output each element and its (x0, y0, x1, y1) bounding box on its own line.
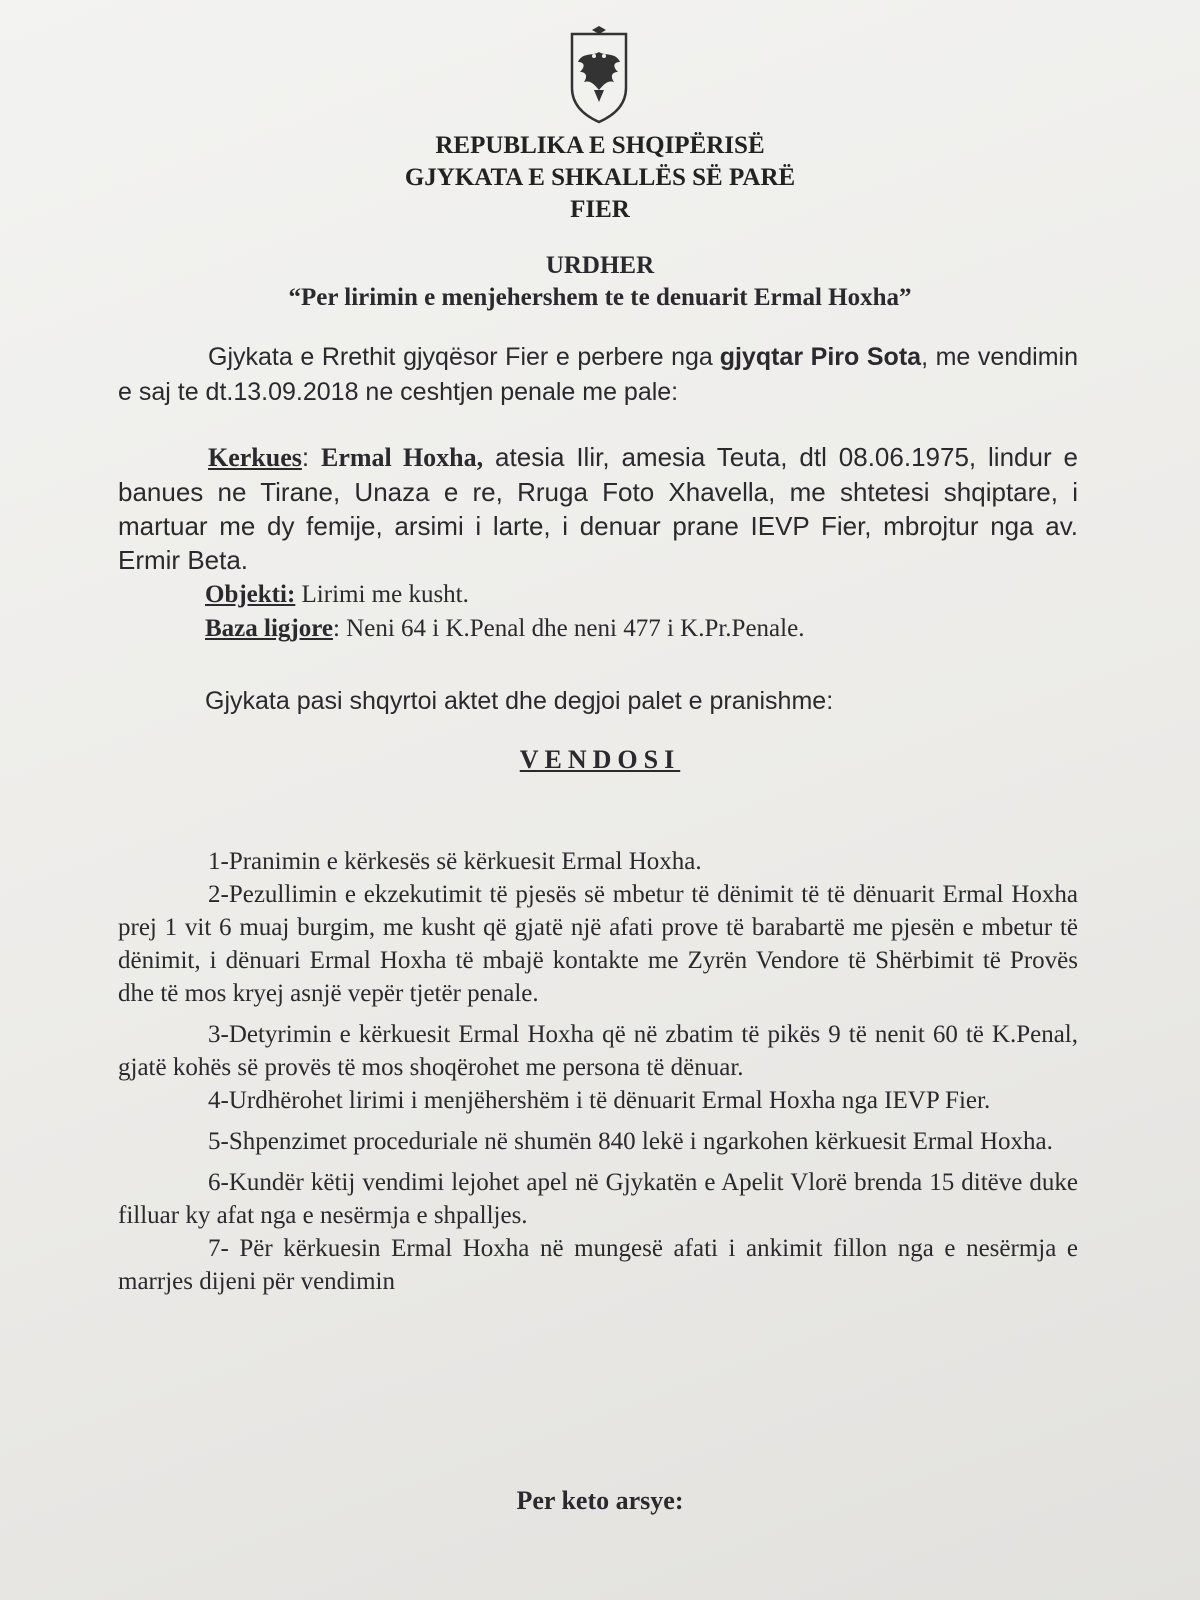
court-header (0, 130, 1200, 226)
kerkues-label: Kerkues (208, 443, 302, 472)
decision-item: 4-Urdhërohet lirimi i menjëhershëm i të dënuarit Ermal Hoxha nga IEVP Fier. (208, 1087, 991, 1114)
intro-paragraph (118, 340, 1078, 410)
decision-heading: VENDOSI (519, 745, 681, 774)
decision-item: 2-Pezullimin e ekzekutimit të pjesës së mbetur të dënimit të të dënuarit Ermal Hoxha prej 1 vit 6 muaj burgim, me kusht që gjatë një afati prove të barabartë me pjesën e mbetur të dënimit, i dënuari Ermal Hoxha të mbajë kontakte me Zyrën Vendore të Shërbimit të Provës dhe të mos kryej asnjë vepër tjetër penale. (118, 881, 1078, 1007)
decision-item: 3-Detyrimin e kërkuesit Ermal Hoxha që në zbatim të pikës 9 të nenit 60 të K.Penal, gjatë kohës së provës të mos shoqërohet me persona të dënuar. (118, 1021, 1078, 1081)
objekti-line (205, 578, 1085, 612)
judge-name: gjyqtar Piro Sota (719, 343, 922, 371)
kerkues-details: atesia Ilir, amesia Teuta, dtl 08.06.1975, lindur e banues ne Tirane, Unaza e re, Rruga Foto Xhavella, me shtetesi shqiptare, i martuar me dy femije, arsimi i larte, i denuar prane IEVP Fier, mbrojtur nga av. Ermir Beta. (118, 442, 1078, 575)
albanian-coat-of-arms-emblem (566, 26, 632, 126)
decision-item: 6-Kundër këtij vendimi lejohet apel në Gjykatën e Apelit Vlorë brenda 15 ditëve duke filluar ky afat nga e nesërmja e shpalljes. (118, 1169, 1078, 1229)
review-line (205, 684, 1085, 719)
decision-item: 5-Shpenzimet proceduriale në shumën 840 lekë i ngarkohen kërkuesit Ermal Hoxha. (208, 1128, 1053, 1155)
decision-item: 7- Për kërkuesin Ermal Hoxha në mungesë afati i ankimit fillon nga e nesërmja e marrjes dijeni për vendimin (118, 1235, 1078, 1295)
baza-label: Baza ligjore (205, 615, 333, 642)
intro-text: Gjykata e Rrethit gjyqësor Fier e perbere nga (208, 343, 713, 371)
closing-heading: Per keto arsye: (516, 1486, 684, 1515)
decision-list (118, 845, 1078, 1298)
objekti-text: Lirimi me kusht. (301, 581, 469, 608)
baza-text: : Neni 64 i K.Penal dhe neni 477 i K.Pr.Penale. (332, 615, 805, 642)
order-subtitle: “Per lirimin e menjehershem te te denuarit Ermal Hoxha” (288, 284, 912, 311)
intro-text-continued: , me vendimin e saj te dt.13.09.2018 ne ceshtjen penale me pale: (118, 343, 1078, 406)
decision-item: 1-Pranimin e kërkesës së kërkuesit Ermal Hoxha. (208, 848, 702, 875)
header-court: GJYKATA E SHKALLËS SË PARË (404, 164, 796, 191)
objekti-label: Objekti: (205, 581, 296, 608)
order-title: URDHER (545, 252, 655, 279)
order-title-block (0, 250, 1200, 314)
review-text: Gjykata pasi shqyrtoi aktet dhe degjoi palet e pranishme: (205, 687, 834, 715)
baza-line (205, 612, 1085, 646)
header-city: FIER (570, 196, 630, 223)
party-paragraph: Kerkues: Ermal Hoxha, atesia Ilir, amesia Teuta, dtl 08.06.1975, lindur e banues ne Tirane, Unaza e re, Rruga Foto Xhavella, me shtetesi shqiptare, i martuar me dy femije, arsimi i larte, i denuar prane IEVP Fier, mbrojtur nga av. Ermir Beta. (118, 442, 1078, 575)
header-republic: REPUBLIKA E SHQIPËRISË (435, 132, 765, 159)
kerkues-name: Ermal Hoxha, (321, 443, 484, 472)
